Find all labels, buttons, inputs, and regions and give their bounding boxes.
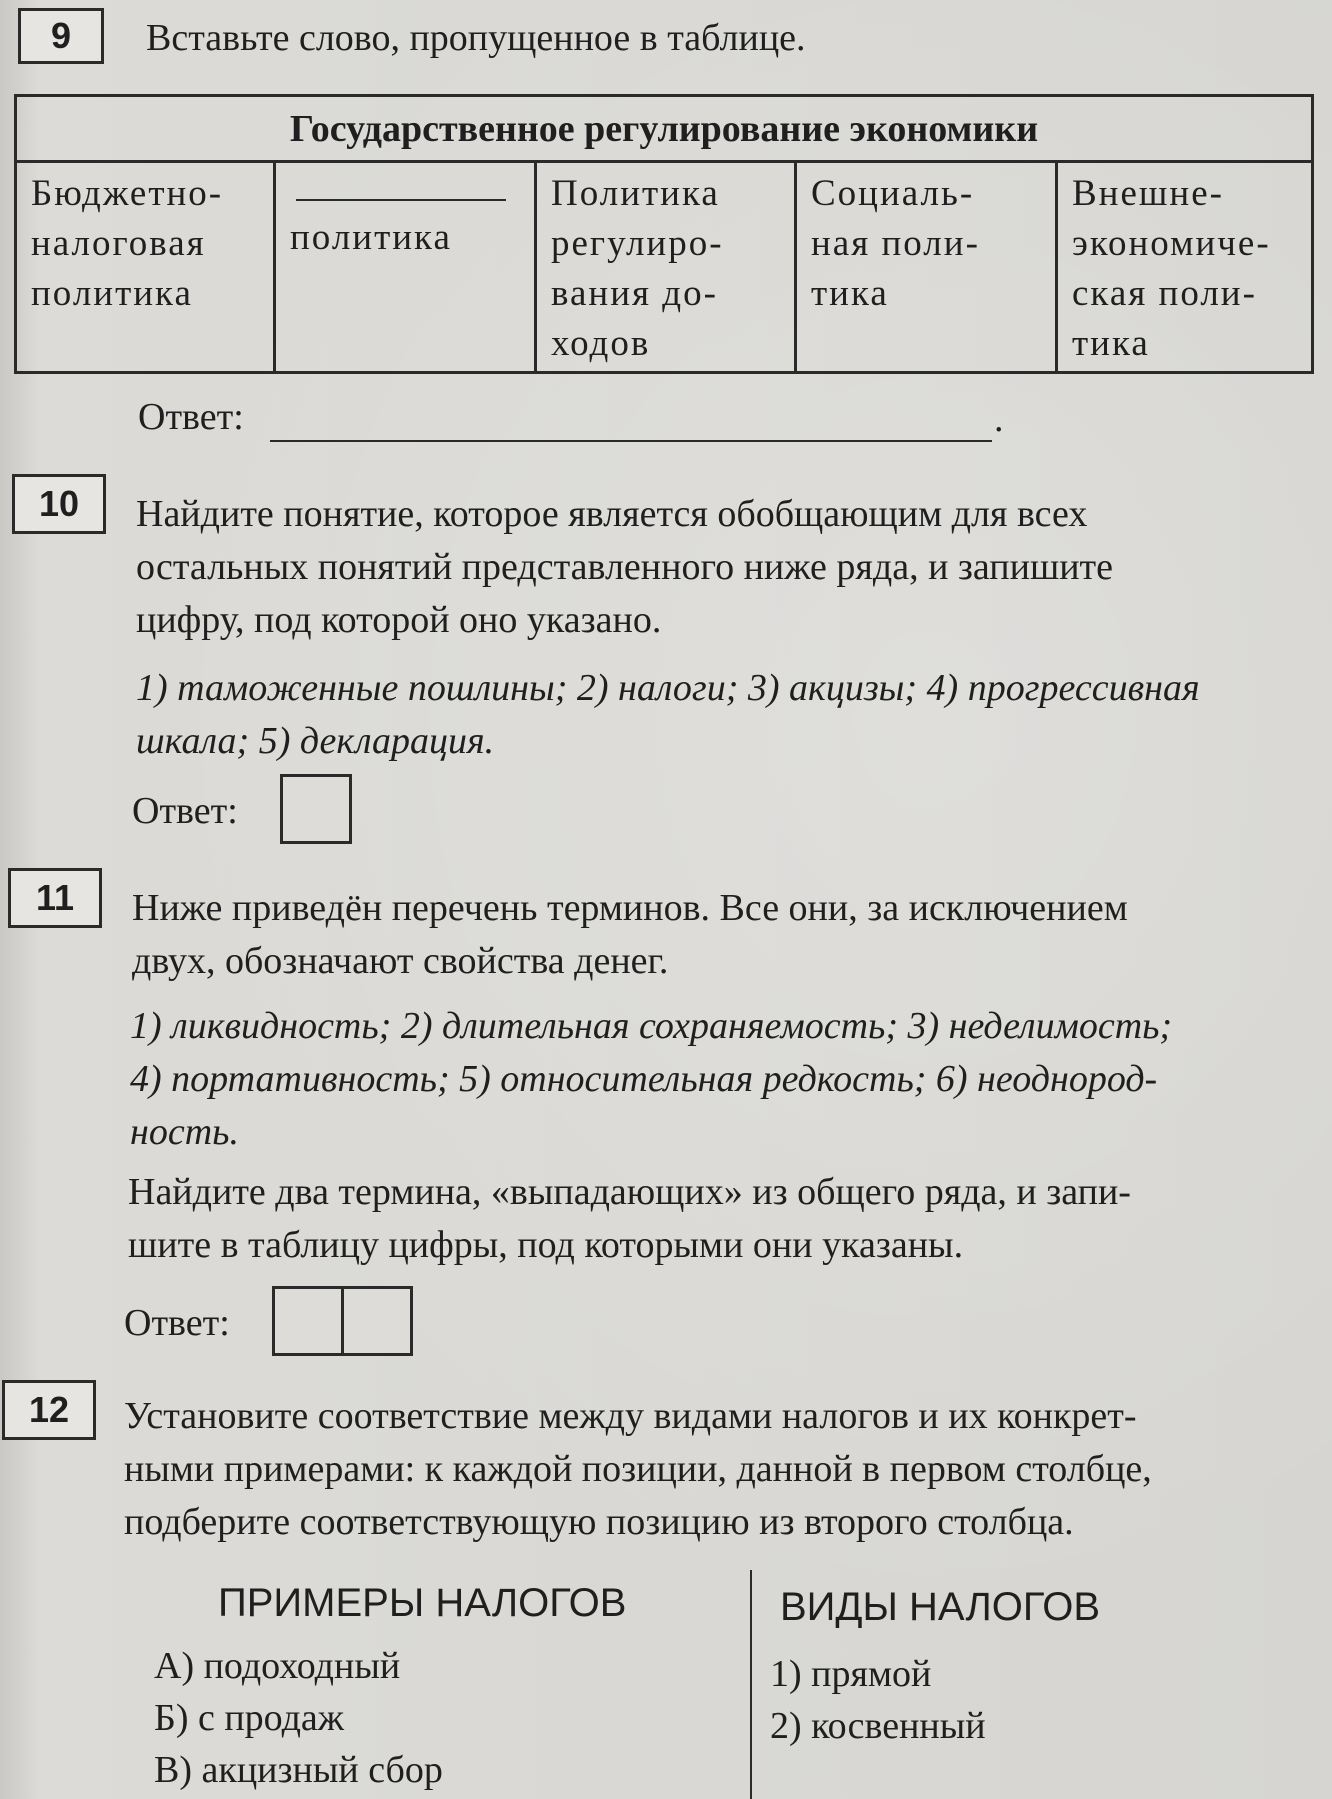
task-10-prompt: Найдите понятие, которое является обобщающим для всех остальных понятий представленного ниже ряда, и запишите цифру, под которой оно указано. [136, 493, 1114, 641]
list-item: В) акцизный сбор [154, 1749, 443, 1791]
task-9-prompt: Вставьте слово, пропущенное в таблице. [146, 17, 806, 59]
table-cell-foreign: Внешне- экономиче- ская поли- тика [1055, 163, 1311, 371]
table-cell-social: Социаль- ная поли- тика [794, 163, 1055, 371]
task-11-instruction: Найдите два термина, «выпадающих» из общего ряда, и запи- шите в таблицу цифры, под которыми они указаны. [128, 1171, 1131, 1266]
task-9-answer-end: . [994, 398, 1004, 440]
column-divider [750, 1570, 752, 1799]
task-12-number: 12 [2, 1380, 96, 1440]
task-10-number: 10 [12, 474, 106, 534]
table-cell-blank: политика [273, 163, 534, 371]
task-10-answer-label: Ответ: [132, 790, 238, 832]
list-item: Б) с продаж [154, 1697, 345, 1739]
task-11-answer-box-2[interactable] [341, 1286, 413, 1356]
list-item: 2) косвенный [770, 1705, 986, 1747]
task-10-options: 1) таможенные пошлины; 2) налоги; 3) акцизы; 4) прогрессивная шкала; 5) декларация. [136, 667, 1200, 762]
regulation-table [14, 94, 1314, 374]
task-11-answer-box-1[interactable] [272, 1286, 344, 1356]
list-item: А) подоходный [154, 1645, 401, 1687]
table-cell-budget: Бюджетно- налоговая политика [31, 173, 224, 314]
task-11-options: 1) ликвидность; 2) длительная сохраняемость; 3) неделимость; 4) портативность; 5) относительная редкость; 6) неоднород- ность. [130, 1005, 1173, 1153]
left-column-header: ПРИМЕРЫ НАЛОГОВ [218, 1581, 627, 1625]
list-item: 1) прямой [770, 1653, 932, 1695]
task-9-number: 9 [18, 8, 104, 64]
task-9-answer-label: Ответ: [138, 396, 244, 438]
task-11-answer-label: Ответ: [124, 1302, 230, 1344]
right-column-items [770, 1648, 986, 1752]
task-12-prompt: Установите соответствие между видами налогов и их конкрет- ными примерами: к каждой позиции, данной в первом столбце, подберите соответствующую позицию из второго столбца. [124, 1395, 1152, 1543]
task-9-answer-line[interactable] [270, 400, 992, 442]
table-title: Государственное регулирование экономики [17, 97, 1311, 163]
task-10-answer-box[interactable] [280, 774, 352, 844]
left-column-items [154, 1640, 443, 1796]
task-11-prompt: Ниже приведён перечень терминов. Все они, за исключением двух, обозначают свойства денег. [132, 887, 1128, 982]
task-11-number: 11 [8, 868, 102, 928]
table-cell-income: Политика регулиро- вания до- ходов [534, 163, 794, 371]
missing-word-line[interactable] [296, 169, 506, 201]
right-column-header: ВИДЫ НАЛОГОВ [780, 1585, 1101, 1629]
